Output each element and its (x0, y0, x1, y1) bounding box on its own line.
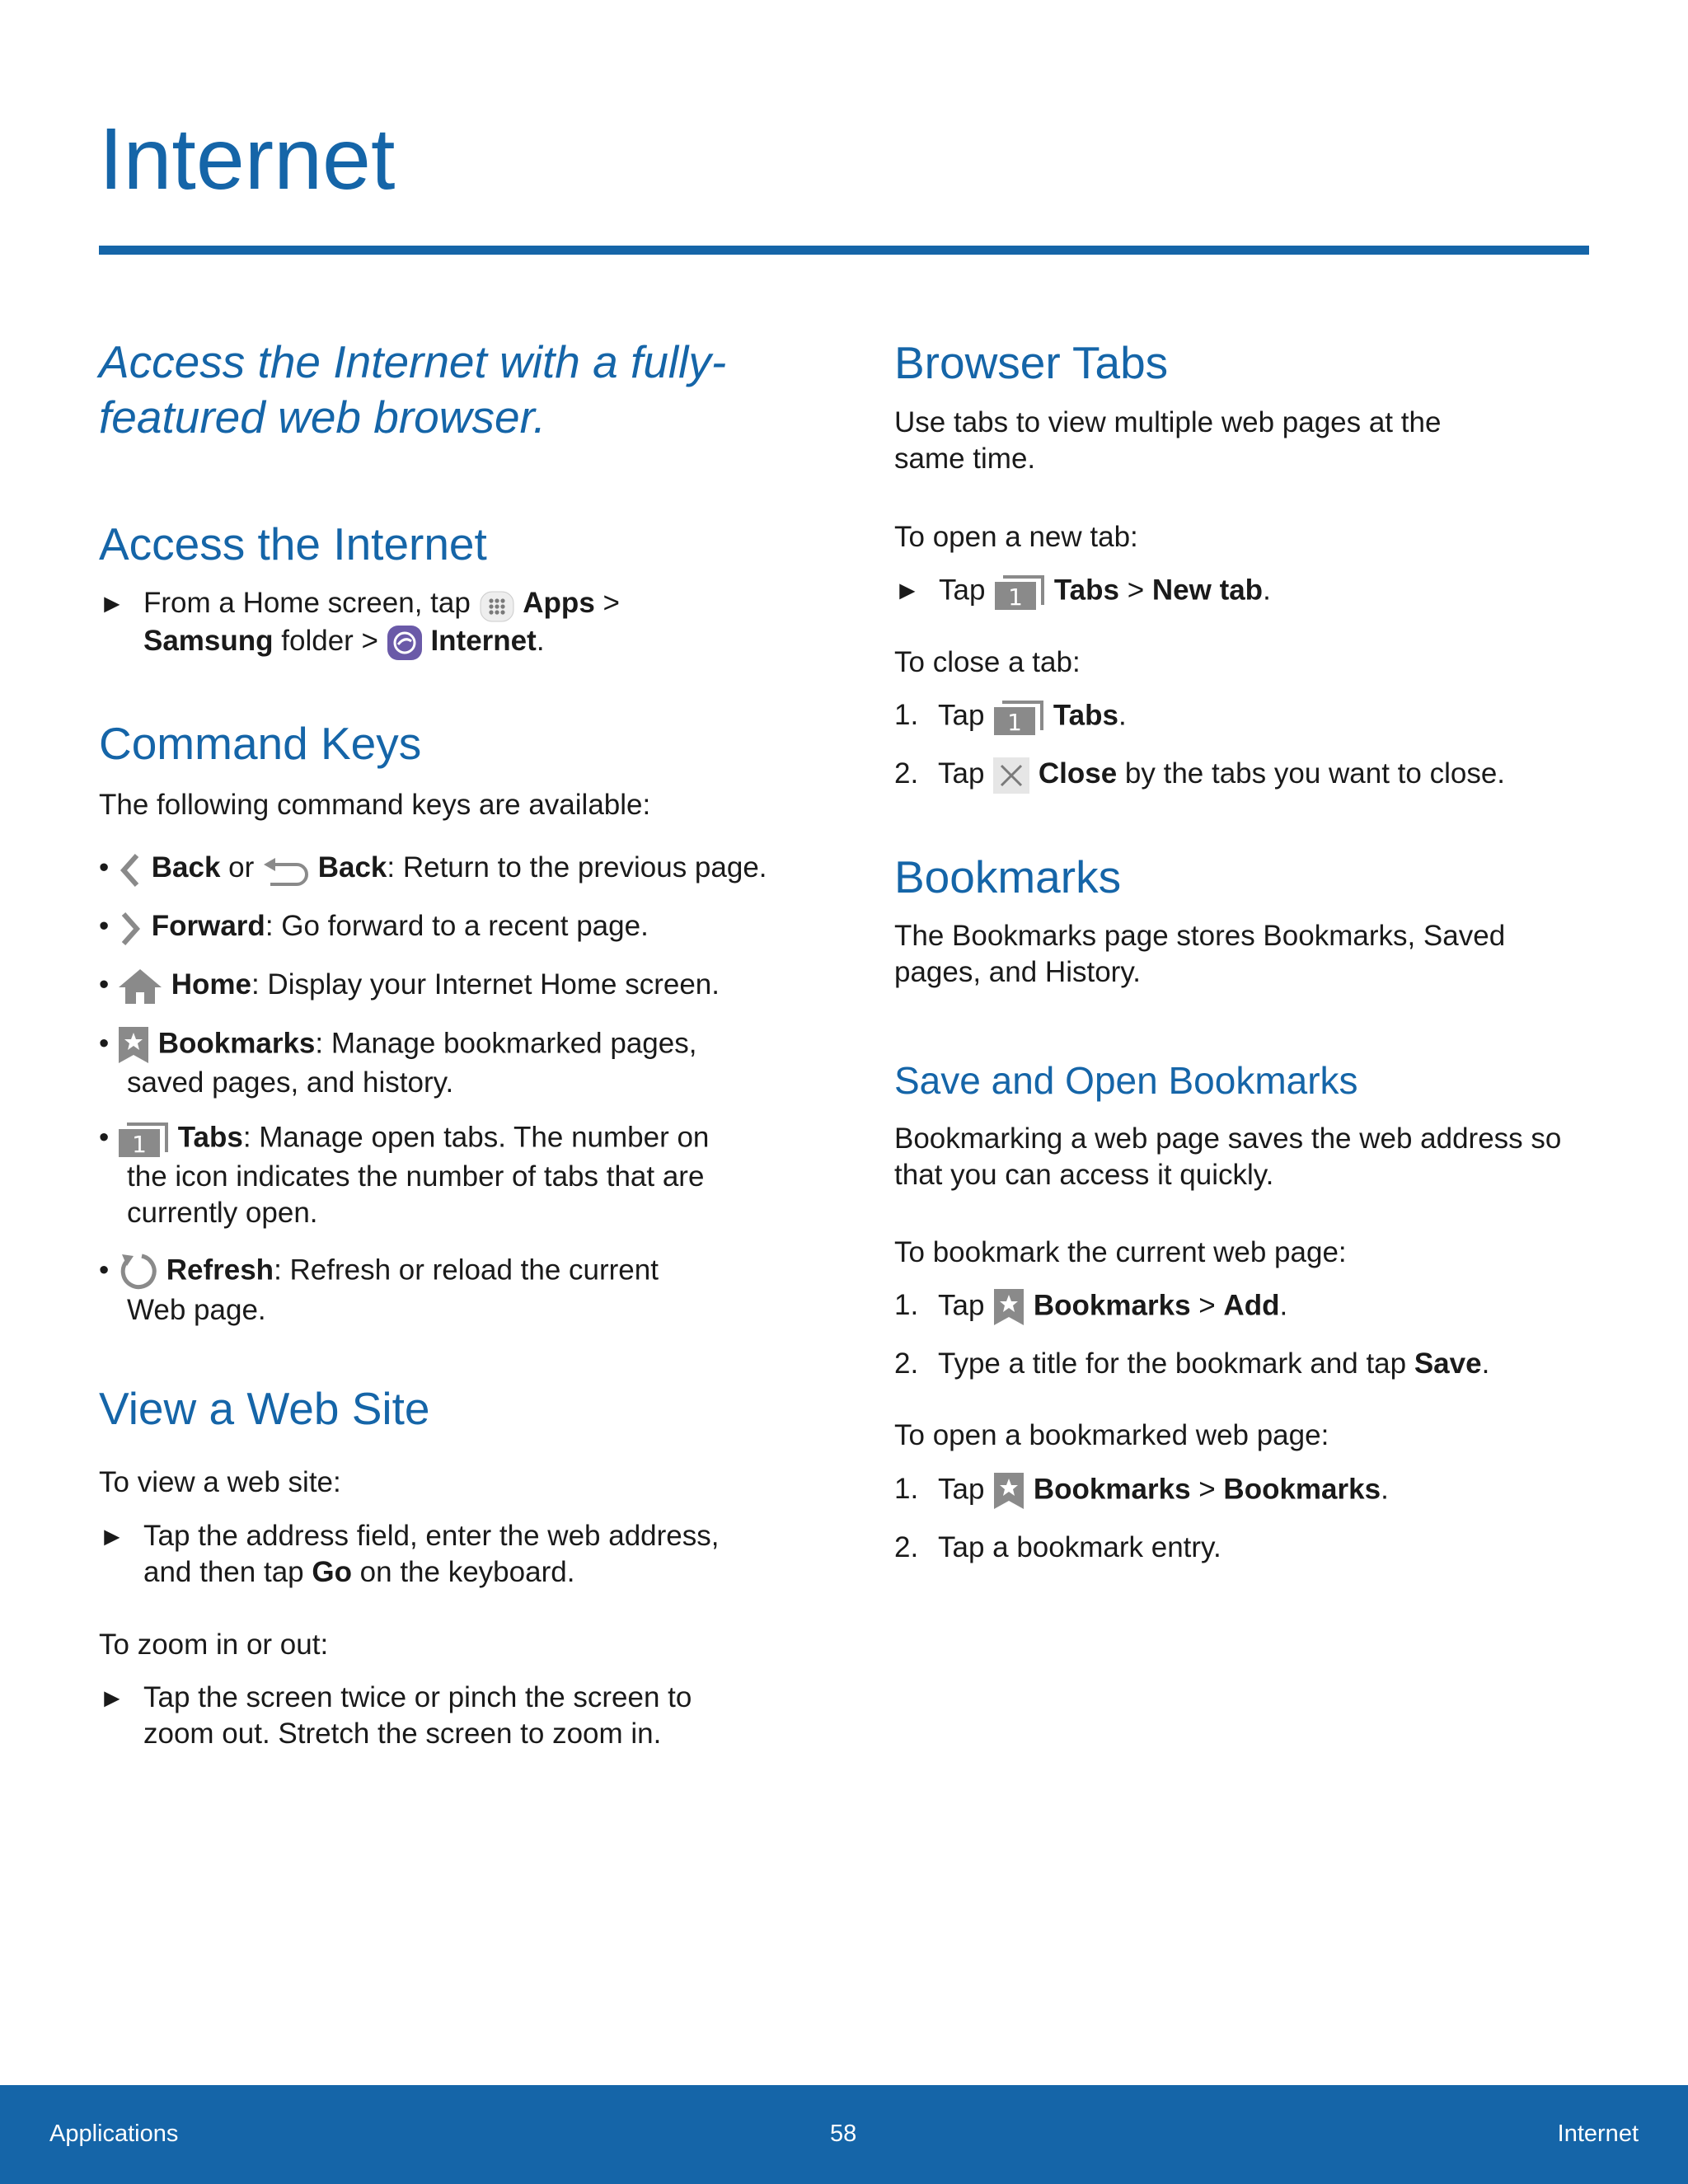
save-open-bookmarks-heading: Save and Open Bookmarks (894, 1059, 1358, 1102)
bullet-dot: • (99, 968, 110, 1001)
refresh-icon (117, 1251, 158, 1292)
refresh-label: Refresh (166, 1254, 274, 1286)
page-tagline: Access the Internet with a fully-featured web browser. (99, 336, 727, 443)
step-arrow-icon: ► (894, 575, 921, 605)
step-number: 2. (894, 757, 919, 790)
bookmarks-heading: Bookmarks (894, 851, 1122, 902)
view-site-intro: To view a web site: (99, 1466, 341, 1498)
tabs-icon (992, 697, 1045, 737)
bookmark-icon (992, 1471, 1025, 1511)
browser-tabs-heading: Browser Tabs (894, 337, 1169, 388)
save-label: Save (1414, 1347, 1482, 1380)
step-arrow-icon: ► (99, 1521, 125, 1551)
bullet-dot: • (99, 1121, 110, 1154)
step-arrow-icon: ► (99, 1683, 125, 1713)
close-tab-intro: To close a tab: (894, 646, 1081, 678)
internet-app-icon (387, 624, 423, 662)
command-keys-heading: Command Keys (99, 718, 422, 769)
add-label: Add (1223, 1289, 1280, 1322)
close-tab-step-1: 1. Tap 1 Tabs. (894, 699, 1127, 736)
command-item-refresh: • Refresh: Refresh or reload the current Web page. (99, 1251, 841, 1329)
access-text: From a Home screen, tap (143, 587, 479, 619)
open-tab-intro: To open a new tab: (894, 521, 1138, 553)
back-label: Back (151, 851, 221, 883)
tabs-icon (993, 572, 1046, 612)
tabs-label: Tabs (177, 1121, 243, 1154)
bookmarks-label-2: Bookmarks (1223, 1473, 1381, 1506)
view-site-step: ► Tap the address field, enter the web address, and then tap Go on the keyboard. (99, 1520, 720, 1588)
forward-chevron-icon (117, 909, 143, 947)
tabs-icon (117, 1119, 170, 1159)
step-arrow-icon: ► (99, 588, 125, 618)
open-tab-step: ► Tap 1 Tabs > New tab. (894, 572, 1271, 612)
command-item-bookmarks: • Bookmarks: Manage bookmarked pages, saved pages, and history. (99, 1025, 808, 1101)
open-bookmark-step-1: 1. Tap Bookmarks > Bookmarks. (894, 1471, 918, 1507)
bullet-dot: • (99, 851, 110, 883)
tabs-label: Tabs (1053, 699, 1118, 732)
home-label: Home (171, 968, 251, 1001)
home-icon (117, 967, 163, 1005)
samsung-label: Samsung (143, 624, 274, 657)
command-item-forward: • Forward: Go forward to a recent page. (99, 908, 649, 947)
close-label: Close (1038, 757, 1118, 790)
page-title: Internet (99, 110, 396, 208)
step-number: 2. (894, 1347, 919, 1380)
apps-icon (479, 587, 515, 623)
bookmark-step-1: 1. Tap Bookmarks > Add. (894, 1287, 918, 1324)
close-icon (992, 756, 1030, 794)
bookmark-page-intro: To bookmark the current web page: (894, 1236, 1347, 1268)
bookmark-step-2: 2. Type a title for the bookmark and tap Save. (894, 1347, 1490, 1380)
zoom-intro: To zoom in or out: (99, 1629, 329, 1661)
command-keys-intro: The following command keys are available: (99, 789, 651, 821)
new-tab-label: New tab (1151, 574, 1264, 607)
open-bookmark-step-2: 2. Tap a bookmark entry. (894, 1531, 1221, 1563)
bullet-dot: • (99, 910, 110, 942)
svg-text:1: 1 (1008, 583, 1024, 611)
apps-label: Apps (523, 587, 595, 619)
command-item-back: • Back or Back: Return to the previous page. (99, 850, 767, 888)
bookmarks-intro: The Bookmarks page stores Bookmarks, Saved pages, and History. (894, 920, 1506, 988)
title-divider (99, 246, 1589, 255)
close-tab-step-2: 2. Tap Close by the tabs you want to close. (894, 756, 918, 792)
footer-page-number: 58 (830, 2121, 857, 2147)
open-bookmark-intro: To open a bookmarked web page: (894, 1419, 1329, 1451)
svg-text:1: 1 (1007, 709, 1023, 736)
bullet-dot: • (99, 1254, 110, 1286)
step-number: 1. (894, 699, 919, 731)
svg-text:1: 1 (132, 1131, 147, 1158)
command-item-home: • Home: Display your Internet Home screen. (99, 967, 720, 1005)
step-number: 2. (894, 1531, 919, 1563)
command-item-tabs: • 1 Tabs: Manage open tabs. The number on the icon indicates the number of tabs that are currently open. (99, 1119, 841, 1231)
access-heading: Access the Internet (99, 518, 487, 569)
bookmarks-label: Bookmarks (1033, 1289, 1191, 1322)
back-chevron-icon (117, 851, 143, 888)
zoom-step: ► Tap the screen twice or pinch the screen to zoom out. Stretch the screen to zoom in. (99, 1681, 692, 1750)
tabs-label: Tabs (1053, 574, 1119, 607)
save-open-intro: Bookmarking a web page saves the web address so that you can access it quickly. (894, 1122, 1562, 1191)
browser-tabs-intro: Use tabs to view multiple web pages at the same time. (894, 406, 1442, 475)
step-number: 1. (894, 1473, 919, 1505)
footer-section-label: Applications (49, 2121, 179, 2147)
access-step: ► From a Home screen, tap Apps > Samsung folder > Internet. (99, 585, 808, 661)
bookmarks-label: Bookmarks (1033, 1473, 1191, 1506)
back-arrow-icon (262, 851, 310, 888)
bookmark-icon (117, 1025, 150, 1065)
view-site-heading: View a Web Site (99, 1383, 430, 1434)
forward-label: Forward (151, 910, 265, 942)
bookmarks-label: Bookmarks (157, 1027, 316, 1060)
bullet-dot: • (99, 1027, 110, 1060)
bookmark-icon (992, 1287, 1025, 1327)
back-label-2: Back (317, 851, 387, 883)
go-label: Go (312, 1556, 352, 1588)
step-number: 1. (894, 1289, 919, 1321)
footer-chapter-label: Internet (1557, 2121, 1639, 2147)
internet-label: Internet (430, 624, 537, 657)
